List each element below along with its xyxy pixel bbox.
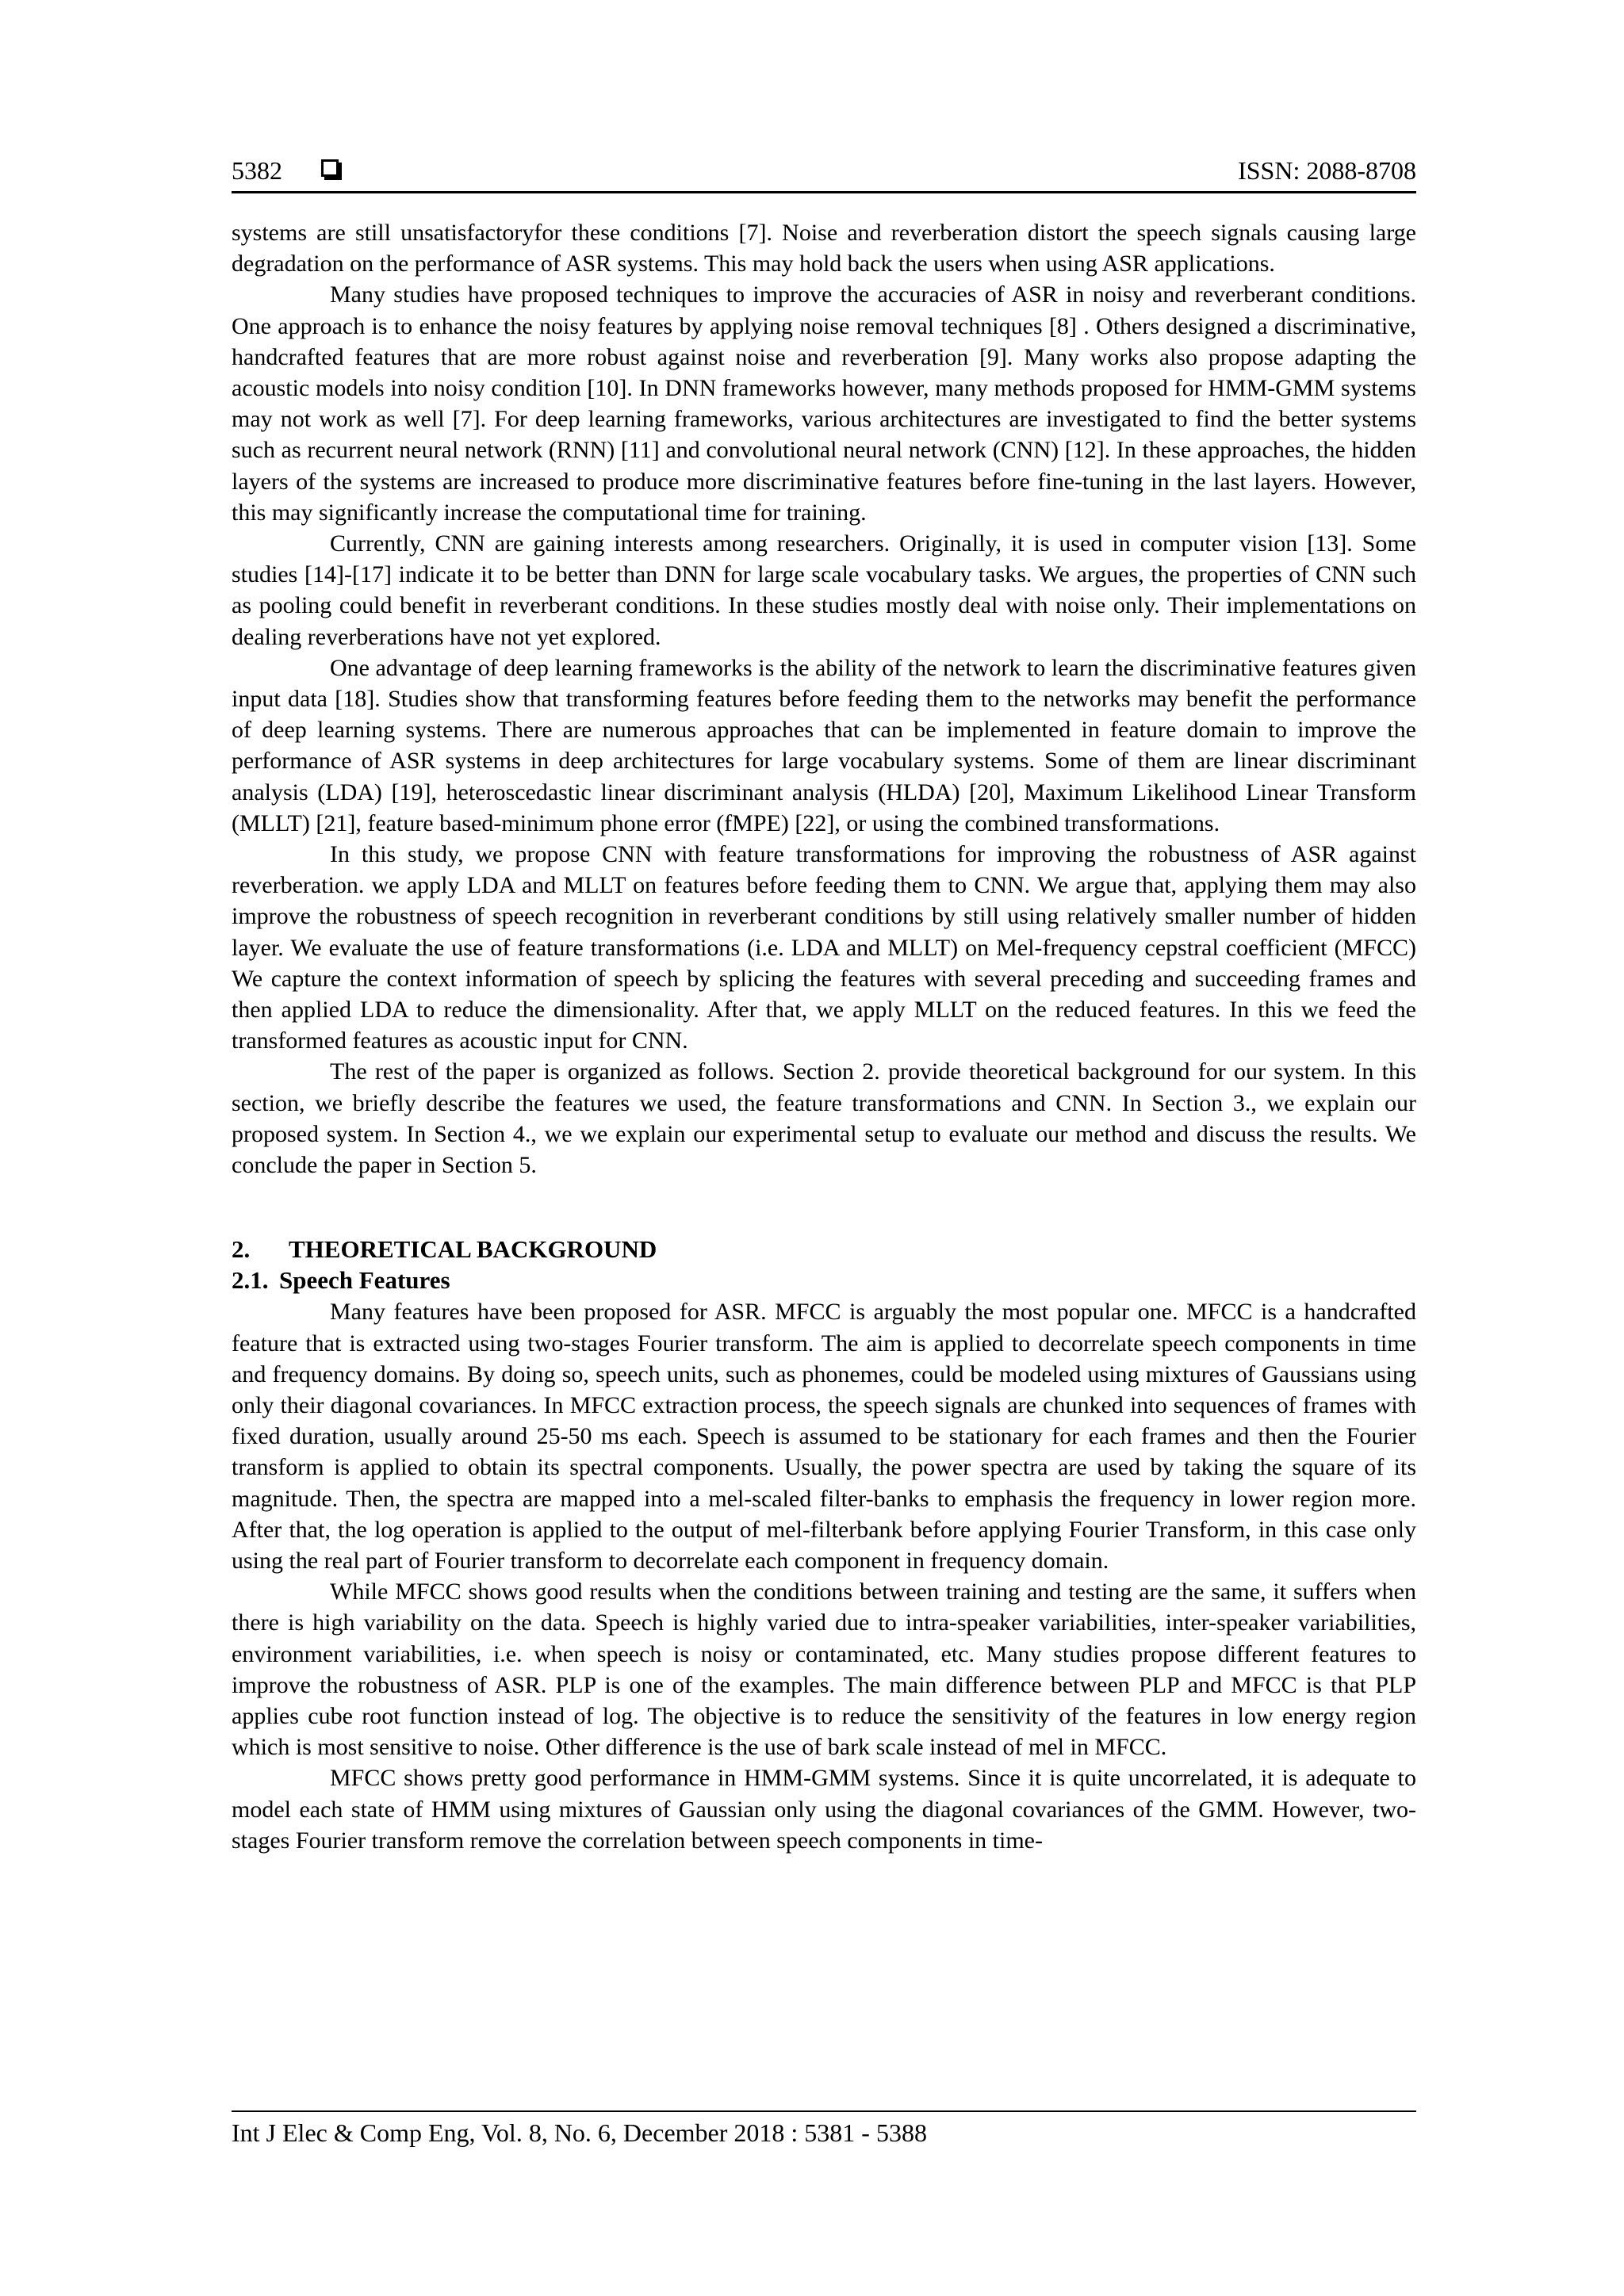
square-bullet-icon <box>321 159 339 177</box>
paragraph: In this study, we propose CNN with feature transformations for improving the robustness of ASR against reverberation. we apply LDA and MLLT on features before feeding them to CNN. We argue that, applying them may also improve the robustness of speech recognition in reverberant conditions by still using relatively smaller number of hidden layer. We evaluate the use of feature transformations (i.e. LDA and MLLT) on Mel-frequency cepstral coefficient (MFCC) We capture the context information of speech by splicing the features with several preceding and succeeding frames and then applied LDA to reduce the dimensionality. After that, we apply MLLT on the reduced features. In this we feed the transformed features as acoustic input for CNN. <box>232 841 1416 1054</box>
section-title: THEORETICAL BACKGROUND <box>289 1235 657 1264</box>
paragraph: The rest of the paper is organized as follows. Section 2. provide theoretical background for our system. In this section, we briefly describe the features we used, the feature transformations and CNN. In Section 3., we explain our proposed system. In Section 4., we we explain our experimental setup to evaluate our method and discuss the results. We conclude the paper in Section 5. <box>232 1058 1416 1179</box>
subsection-number: 2.1. <box>232 1266 269 1295</box>
subsection-title: Speech Features <box>279 1266 450 1295</box>
page-header <box>232 155 1416 193</box>
paragraph: Many features have been proposed for ASR. MFCC is arguably the most popular one. MFCC is a handcrafted feature that is extracted using two-stages Fourier transform. The aim is applied to decorrelate speech components in time and frequency domains. By doing so, speech units, such as phonemes, could be modeled using mixtures of Gaussians using only their diagonal covariances. In MFCC extraction process, the speech signals are chunked into sequences of frames with fixed duration, usually around 25-50 ms each. Speech is assumed to be stationary for each frames and then the Fourier transform is applied to obtain its spectral components. Usually, the power spectra are used by taking the square of its magnitude. Then, the spectra are mapped into a mel-scaled filter-banks to emphasis the frequency in lower region more. After that, the log operation is applied to the output of mel-filterbank before applying Fourier Transform, in this case only using the real part of Fourier transform to decorrelate each component in frequency domain. <box>232 1299 1416 1574</box>
section-heading <box>232 1234 1416 1265</box>
section-number: 2. <box>232 1235 251 1264</box>
paragraph: While MFCC shows good results when the conditions between training and testing are the same, it suffers when there is high variability on the data. Speech is highly varied due to intra-speaker variabilities, inter-speaker variabilities, environment variabilities, i.e. when speech is noisy or contaminated, etc. Many studies propose different features to improve the robustness of ASR. PLP is one of the examples. The main difference between PLP and MFCC is that PLP applies cube root function instead of log. The objective is to reduce the sensitivity of the features in low energy region which is most sensitive to noise. Other difference is the use of bark scale instead of mel in MFCC. <box>232 1578 1416 1761</box>
subsection-heading <box>232 1265 1416 1296</box>
body-text <box>232 217 1416 1856</box>
paragraph: Many studies have proposed techniques to improve the accuracies of ASR in noisy and reverberant conditions. One approach is to enhance the noisy features by applying noise removal techniques [8] . Others designed a discriminative, handcrafted features that are more robust against noise and reverberation [9]. Many works also propose adapting the acoustic models into noisy condition [10]. In DNN frameworks however, many methods proposed for HMM-GMM systems may not work as well [7]. For deep learning frameworks, various architectures are investigated to find the better systems such as recurrent neural network (RNN) [11] and convolutional neural network (CNN) [12]. In these approaches, the hidden layers of the systems are increased to produce more discriminative features before fine-tuning in the last layers. However, this may significantly increase the computational time for training. <box>232 281 1416 526</box>
page-footer <box>232 2110 1416 2149</box>
paragraph: MFCC shows pretty good performance in HMM-GMM systems. Since it is quite uncorrelated, it is adequate to model each state of HMM using mixtures of Gaussian only using the diagonal covariances of the GMM. However, two-stages Fourier transform remove the correlation between speech components in time- <box>232 1765 1416 1854</box>
section-heading-block <box>232 1234 1416 1296</box>
paragraph: Currently, CNN are gaining interests among researchers. Originally, it is used in computer vision [13]. Some studies [14]-[17] indicate it to be better than DNN for large scale vocabulary tasks. We argues, the properties of CNN such as pooling could benefit in reverberant conditions. In these studies mostly deal with noise only. Their implementations on dealing reverberations have not yet explored. <box>232 530 1416 650</box>
paragraph-continuation: systems are still unsatisfactoryfor these conditions [7]. Noise and reverberation distort the speech signals causing large degradation on the performance of ASR systems. This may hold back the users when using ASR applications. <box>232 220 1416 277</box>
journal-citation: Int J Elec & Comp Eng, Vol. 8, No. 6, December 2018 : 5381 - 5388 <box>232 2118 927 2147</box>
page-number: 5382 <box>232 156 282 185</box>
issn-label: ISSN: 2088-8708 <box>1238 156 1416 185</box>
paragraph: One advantage of deep learning frameworks is the ability of the network to learn the discriminative features given input data [18]. Studies show that transforming features before feeding them to the networks may benefit the performance of deep learning systems. There are numerous approaches that can be implemented in feature domain to improve the performance of ASR systems in deep architectures for large vocabulary systems. Some of them are linear discriminant analysis (LDA) [19], heteroscedastic linear discriminant analysis (HLDA) [20], Maximum Likelihood Linear Transform (MLLT) [21], feature based-minimum phone error (fMPE) [22], or using the combined transformations. <box>232 654 1416 836</box>
